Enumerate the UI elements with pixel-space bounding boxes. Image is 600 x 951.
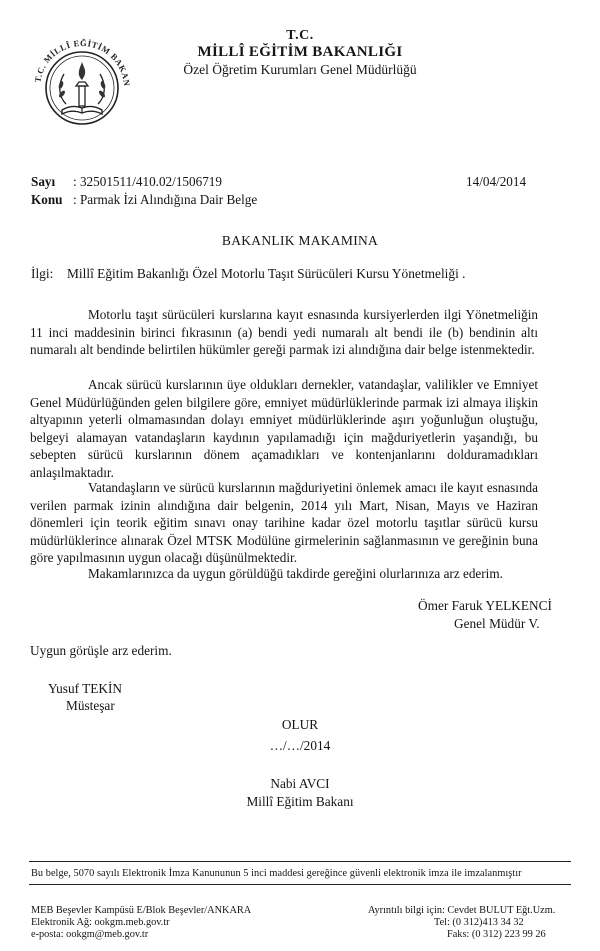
minister-title: Millî Eğitim Bakanı [246, 794, 354, 809]
ilgi-row [31, 266, 466, 282]
minister-name: Nabi AVCI [270, 776, 330, 791]
olur-date: …/…/2014 [269, 738, 331, 753]
footer-divider-bottom [29, 884, 571, 885]
director-title: Genel Müdür V. [454, 616, 540, 631]
document-date: 14/04/2014 [466, 174, 527, 189]
e-signature-notice: Bu belge, 5070 sayılı Elektronik İmza Kanununun 5 inci maddesi gereğince güvenli elektronik imza ile imzalanmıştır [31, 868, 522, 879]
addressee: BAKANLIK MAKAMINA [221, 233, 379, 248]
body-paragraph-1: Motorlu taşıt sürücüleri kurslarına kayıt esnasında kursiyerlerden ilgi Yönetmeliğin 11 inci maddesinin birinci fıkrasının (a) bendi yedi numaralı alt bendi ile (b) bendinin altı numaralı alt bendinde belirtilen hükümler gereği parmak izi alındığına dair belge istenmektedir. [30, 307, 538, 358]
undersecretary-name: Yusuf TEKİN [48, 681, 122, 696]
header-department: Özel Öğretim Kurumları Genel Müdürlüğü [183, 62, 417, 77]
ilgi-label: İlgi: [31, 266, 54, 281]
footer-fax: Faks: (0 312) 223 99 26 [447, 929, 546, 940]
director-name: Ömer Faruk YELKENCİ [418, 598, 552, 613]
konu-value: : Parmak İzi Alındığına Dair Belge [73, 192, 258, 207]
sayi-label: Sayı [31, 174, 56, 189]
ministry-logo [22, 24, 142, 144]
header-ministry: MİLLÎ EĞİTİM BAKANLIĞI [197, 44, 403, 60]
konu-label: Konu [31, 192, 63, 207]
svg-text:T.C. MİLLÎ EĞİTİM BAKANLIĞI [22, 24, 132, 87]
body-paragraph-4: Makamlarınızca da uygun görüldüğü takdirde gereğini olurlarınıza arz ederim. [88, 566, 503, 581]
approval-text: Uygun görüşle arz ederim. [30, 643, 172, 658]
undersecretary-title: Müsteşar [66, 698, 115, 713]
footer-network: Elektronik Ağ: ookgm.meb.gov.tr [31, 917, 170, 928]
logo-arc-text: T.C. MİLLÎ EĞİTİM BAKAN [32, 37, 133, 87]
konu-row [31, 192, 257, 208]
footer-phone: Tel: (0 312)413 34 32 [434, 917, 524, 928]
body-paragraph-2: Ancak sürücü kurslarının üye oldukları dernekler, vatandaşlar, valilikler ve Emniyet Genel Müdürlüğünden gelen bilgilere göre, emniyet müdürlüklerinde parmak izi almaya ilişkin altyapının yeterli olmamasından dolayı emniyet müdürlüklerinde aşırı yoğunluğun oluştuğu, belgeyi alamayan vatandaşların kaydının yapılamadığı için mağduriyetlerin yaşandığı, bu sebepten sürücü kurslarının dönem açamadıkları ve kontenjanlarını dolduramadıkları anlaşılmaktadır. [30, 377, 538, 480]
footer-address: MEB Beşevler Kampüsü E/Blok Beşevler/ANKARA [31, 905, 252, 916]
footer-divider-top [29, 861, 571, 862]
footer-contact-info: Ayrıntılı bilgi için: Cevdet BULUT Eğt.Uzm. [368, 905, 556, 916]
sayi-value: : 32501511/410.02/1506719 [73, 174, 222, 189]
body-paragraph-3: Vatandaşların ve sürücü kurslarının mağduriyetini önlemek amacı ile kayıt esnasında verilen parmak izinin alındığına dair belgenin, 2014 yılı Mart, Nisan, Mayıs ve Haziran dönemleri için teorik eğitim sınavı onay tarihine kadar özel motorlu taşıtlar sürücü kursu müdürlüklerince alınarak Özel MTSK Modülüne girmelerinin sağlanmasının ve gereğinin buna göre yapılmasının uygun olacağı düşünülmektedir. [30, 480, 538, 566]
ilgi-text: Millî Eğitim Bakanlığı Özel Motorlu Taşıt Sürücüleri Kursu Yönetmeliği . [67, 266, 466, 281]
olur-label: OLUR [281, 717, 319, 732]
header-country: T.C. [286, 28, 314, 43]
footer-email: e-posta: ookgm@meb.gov.tr [31, 929, 149, 940]
sayi-row [31, 174, 222, 190]
